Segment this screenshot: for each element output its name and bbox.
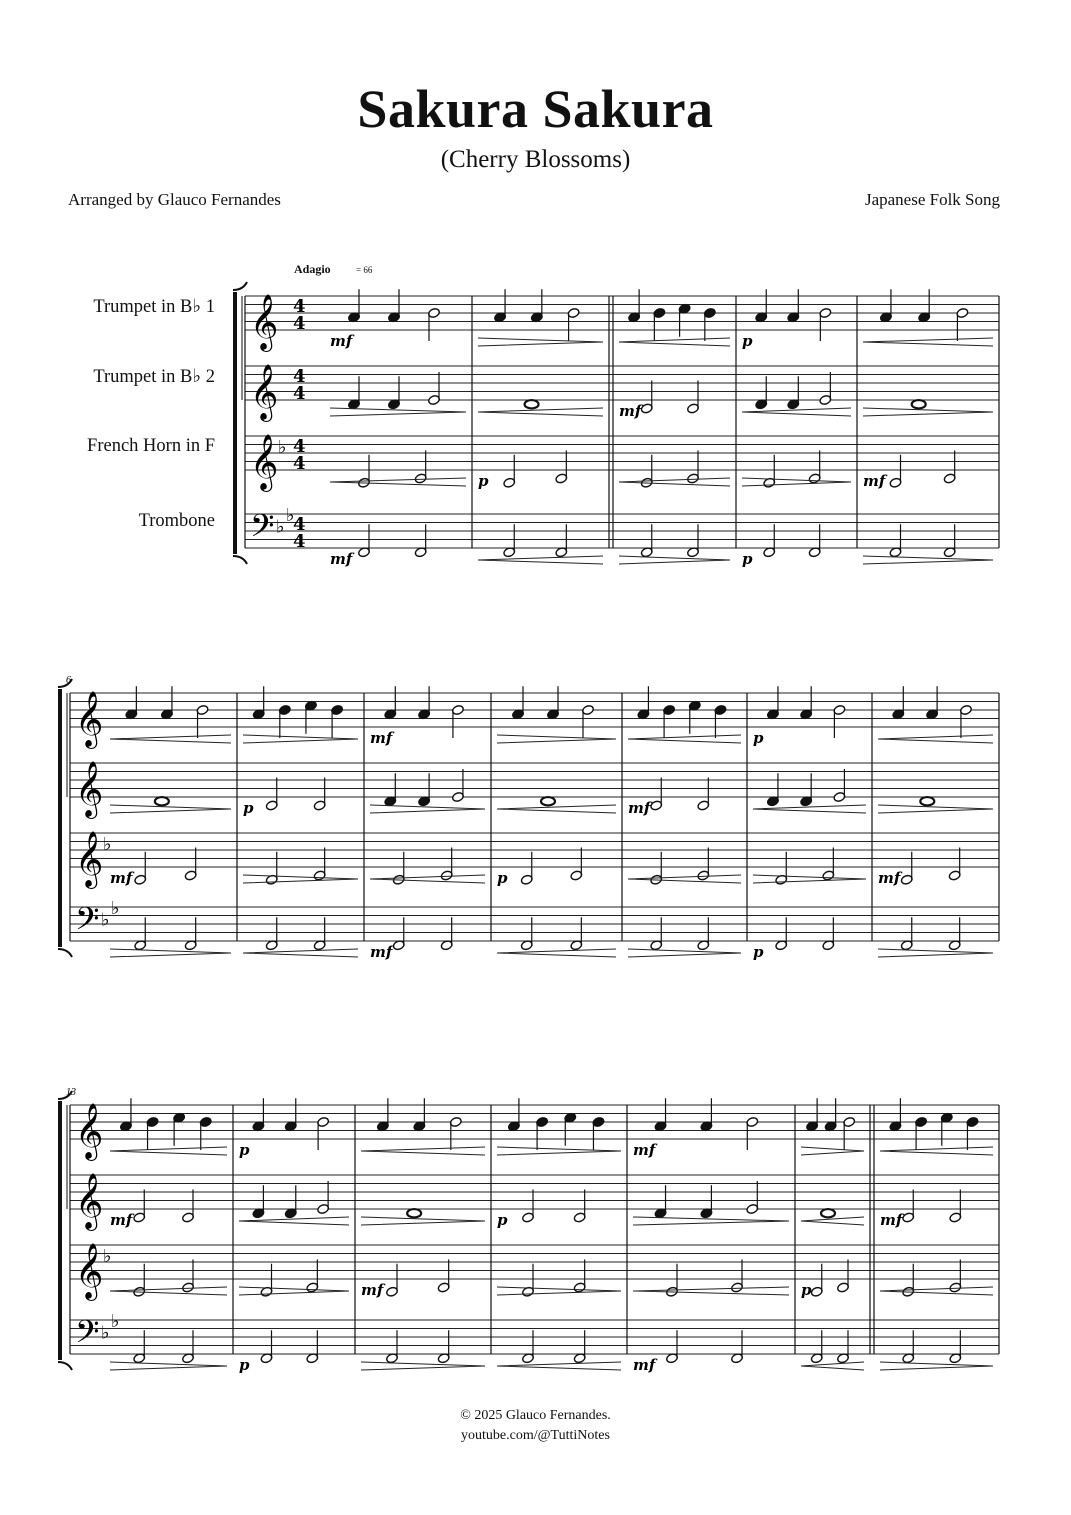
whole-note bbox=[920, 797, 934, 805]
decrescendo-hairpin bbox=[110, 949, 231, 957]
crescendo-hairpin bbox=[633, 1287, 789, 1295]
bass-clef-icon: 𝄢 bbox=[75, 1313, 100, 1358]
dynamic-mark: mf bbox=[361, 1281, 384, 1299]
dynamic-mark: mf bbox=[878, 869, 901, 887]
decrescendo-hairpin bbox=[863, 556, 993, 564]
crescendo-hairpin bbox=[243, 949, 358, 957]
time-signature-denominator: 4 bbox=[293, 313, 306, 334]
dynamic-mark: p bbox=[239, 1141, 250, 1159]
dynamic-mark: mf bbox=[619, 402, 642, 420]
flat-sign-icon: ♭ bbox=[278, 437, 287, 458]
score-title: Sakura Sakura bbox=[357, 79, 714, 139]
crescendo-hairpin bbox=[497, 805, 616, 813]
composer-credit: Japanese Folk Song bbox=[864, 190, 1000, 209]
treble-clef-icon: 𝄞 bbox=[75, 691, 104, 747]
crescendo-hairpin bbox=[628, 735, 741, 743]
crescendo-hairpin bbox=[110, 1147, 227, 1155]
decrescendo-hairpin bbox=[880, 1362, 993, 1370]
decrescendo-hairpin bbox=[619, 556, 730, 564]
crescendo-hairpin bbox=[801, 1217, 864, 1225]
dynamic-mark: mf bbox=[110, 869, 133, 887]
decrescendo-hairpin bbox=[239, 1287, 349, 1295]
decrescendo-hairpin bbox=[243, 735, 358, 743]
flat-sign-icon: ♭ bbox=[111, 897, 120, 919]
decrescendo-hairpin bbox=[110, 805, 231, 813]
bass-clef-icon: 𝄢 bbox=[75, 900, 100, 945]
flat-sign-icon: ♭ bbox=[286, 504, 295, 526]
copyright-notice: © 2025 Glauco Fernandes. bbox=[460, 1408, 611, 1423]
footer-link[interactable]: youtube.com/@TuttiNotes bbox=[461, 1428, 610, 1443]
crescendo-hairpin bbox=[863, 338, 993, 346]
arranger-credit: Arranged by Glauco Fernandes bbox=[68, 190, 281, 209]
decrescendo-hairpin bbox=[863, 408, 993, 416]
crescendo-hairpin bbox=[239, 1217, 349, 1225]
crescendo-hairpin bbox=[330, 478, 466, 486]
dynamic-mark: p bbox=[801, 1281, 812, 1299]
instrument-label-trumpet-1: Trumpet in B♭ 1 bbox=[93, 297, 215, 317]
score-system bbox=[233, 282, 999, 568]
bracket-hook bbox=[58, 949, 72, 957]
flat-sign-icon: ♭ bbox=[103, 1246, 112, 1267]
dynamic-mark: p bbox=[243, 799, 254, 817]
bracket-hook bbox=[233, 282, 247, 290]
crescendo-hairpin bbox=[370, 875, 485, 883]
crescendo-hairpin bbox=[619, 338, 730, 346]
flat-sign-icon: ♭ bbox=[101, 1322, 110, 1344]
time-signature-denominator: 4 bbox=[293, 453, 306, 474]
instrument-label-horn: French Horn in F bbox=[87, 436, 215, 456]
decrescendo-hairpin bbox=[478, 338, 603, 346]
crescendo-hairpin bbox=[497, 949, 616, 957]
dynamic-mark: mf bbox=[863, 472, 886, 490]
dynamic-mark: p bbox=[478, 472, 489, 490]
crescendo-hairpin bbox=[110, 1287, 227, 1295]
crescendo-hairpin bbox=[497, 1362, 621, 1370]
treble-clef-icon: 𝄞 bbox=[250, 294, 279, 350]
whole-note bbox=[541, 797, 555, 805]
dynamic-mark: p bbox=[742, 550, 753, 568]
dynamic-mark: mf bbox=[330, 332, 353, 350]
decrescendo-hairpin bbox=[801, 1147, 864, 1155]
decrescendo-hairpin bbox=[497, 1147, 621, 1155]
whole-note bbox=[821, 1209, 835, 1217]
crescendo-hairpin bbox=[478, 408, 603, 416]
tempo-marking: Adagio bbox=[294, 262, 331, 276]
bracket-hook bbox=[58, 1362, 72, 1370]
flat-sign-icon: ♭ bbox=[103, 834, 112, 855]
decrescendo-hairpin bbox=[742, 478, 851, 486]
treble-clef-icon: 𝄞 bbox=[75, 1103, 104, 1159]
whole-note bbox=[912, 400, 926, 408]
treble-clef-icon: 𝄞 bbox=[75, 761, 104, 817]
decrescendo-hairpin bbox=[370, 805, 485, 813]
decrescendo-hairpin bbox=[243, 875, 358, 883]
whole-note bbox=[525, 400, 539, 408]
crescendo-hairpin bbox=[742, 408, 851, 416]
decrescendo-hairpin bbox=[497, 1287, 621, 1295]
whole-note bbox=[155, 797, 169, 805]
treble-clef-icon: 𝄞 bbox=[250, 364, 279, 420]
dynamic-mark: mf bbox=[330, 550, 353, 568]
decrescendo-hairpin bbox=[497, 735, 616, 743]
time-signature-denominator: 4 bbox=[293, 383, 306, 404]
treble-clef-icon: 𝄞 bbox=[75, 831, 104, 887]
dynamic-mark: mf bbox=[370, 729, 393, 747]
crescendo-hairpin bbox=[110, 735, 231, 743]
time-signature-numerator: 4 bbox=[293, 514, 306, 535]
measure-number: 13 bbox=[66, 1087, 76, 1098]
instrument-label-trombone: Trombone bbox=[138, 511, 215, 531]
dynamic-mark: mf bbox=[110, 1211, 133, 1229]
time-signature-denominator: 4 bbox=[293, 531, 306, 552]
whole-note bbox=[407, 1209, 421, 1217]
decrescendo-hairpin bbox=[361, 1217, 485, 1225]
dynamic-mark: mf bbox=[370, 943, 393, 961]
flat-sign-icon: ♭ bbox=[111, 1310, 120, 1332]
time-signature-numerator: 4 bbox=[293, 296, 306, 317]
time-signature-numerator: 4 bbox=[293, 366, 306, 387]
tempo-bpm: = 66 bbox=[356, 265, 373, 275]
decrescendo-hairpin bbox=[628, 949, 741, 957]
dynamic-mark: p bbox=[239, 1356, 250, 1374]
flat-sign-icon: ♭ bbox=[101, 909, 110, 931]
score-system bbox=[58, 1087, 999, 1374]
decrescendo-hairpin bbox=[878, 949, 993, 957]
dynamic-mark: mf bbox=[880, 1211, 903, 1229]
decrescendo-hairpin bbox=[361, 1362, 485, 1370]
dynamic-mark: p bbox=[753, 943, 764, 961]
score-subtitle: (Cherry Blossoms) bbox=[440, 146, 631, 173]
decrescendo-hairpin bbox=[110, 1362, 227, 1370]
bass-clef-icon: 𝄢 bbox=[250, 507, 275, 552]
decrescendo-hairpin bbox=[753, 875, 866, 883]
decrescendo-hairpin bbox=[330, 408, 466, 416]
crescendo-hairpin bbox=[478, 556, 603, 564]
treble-clef-icon: 𝄞 bbox=[75, 1243, 104, 1299]
crescendo-hairpin bbox=[361, 1147, 485, 1155]
decrescendo-hairpin bbox=[878, 805, 993, 813]
crescendo-hairpin bbox=[880, 1147, 993, 1155]
crescendo-hairpin bbox=[880, 1287, 993, 1295]
treble-clef-icon: 𝄞 bbox=[75, 1173, 104, 1229]
instrument-label-trumpet-2: Trumpet in B♭ 2 bbox=[93, 367, 215, 387]
time-signature-numerator: 4 bbox=[293, 436, 306, 457]
flat-sign-icon: ♭ bbox=[276, 516, 285, 538]
decrescendo-hairpin bbox=[633, 1217, 789, 1225]
dynamic-mark: p bbox=[753, 729, 764, 747]
dynamic-mark: p bbox=[742, 332, 753, 350]
treble-clef-icon: 𝄞 bbox=[250, 434, 279, 490]
dynamic-mark: p bbox=[497, 869, 508, 887]
crescendo-hairpin bbox=[619, 478, 730, 486]
crescendo-hairpin bbox=[753, 805, 866, 813]
crescendo-hairpin bbox=[801, 1362, 864, 1370]
score-system bbox=[58, 675, 999, 961]
dynamic-mark: mf bbox=[633, 1141, 656, 1159]
dynamic-mark: p bbox=[497, 1211, 508, 1229]
bracket-hook bbox=[233, 556, 247, 564]
dynamic-mark: mf bbox=[628, 799, 651, 817]
crescendo-hairpin bbox=[878, 735, 993, 743]
measure-number: 6 bbox=[66, 675, 71, 686]
dynamic-mark: mf bbox=[633, 1356, 656, 1374]
crescendo-hairpin bbox=[628, 875, 741, 883]
